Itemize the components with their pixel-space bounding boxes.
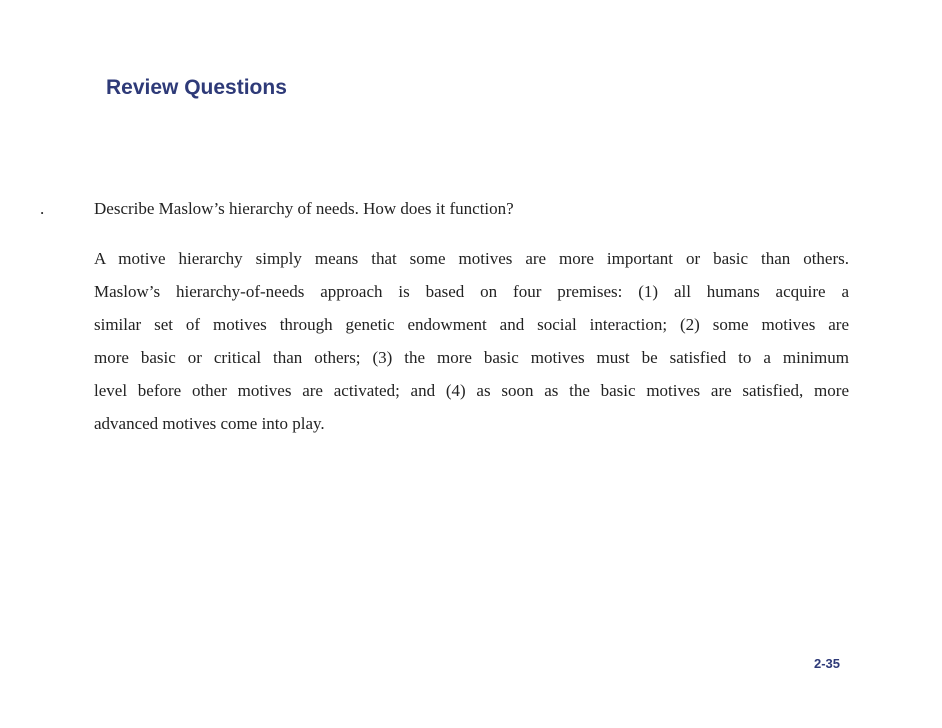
page-number: 2-35: [813, 656, 840, 671]
answer-line: advanced motives come into play.: [94, 414, 325, 433]
answer-line: more basic or critical than others; (3) the more basic motives must be satisfied to a minimum: [94, 348, 849, 367]
answer-line: level before other motives are activated; and (4) as soon as the basic motives are satisfied, more: [94, 381, 849, 400]
answer-line: similar set of motives through genetic endowment and social interaction; (2) some motives are: [94, 315, 849, 334]
answer-paragraph: [94, 242, 849, 440]
slide-title: Review Questions: [106, 76, 287, 99]
question-text: Describe Maslow’s hierarchy of needs. How does it function?: [94, 199, 514, 218]
question-bullet: .: [40, 199, 45, 218]
answer-line: Maslow’s hierarchy-of-needs approach is based on four premises: (1) all humans acquire a: [94, 282, 849, 301]
answer-line: A motive hierarchy simply means that some motives are more important or basic than others.: [94, 249, 849, 268]
